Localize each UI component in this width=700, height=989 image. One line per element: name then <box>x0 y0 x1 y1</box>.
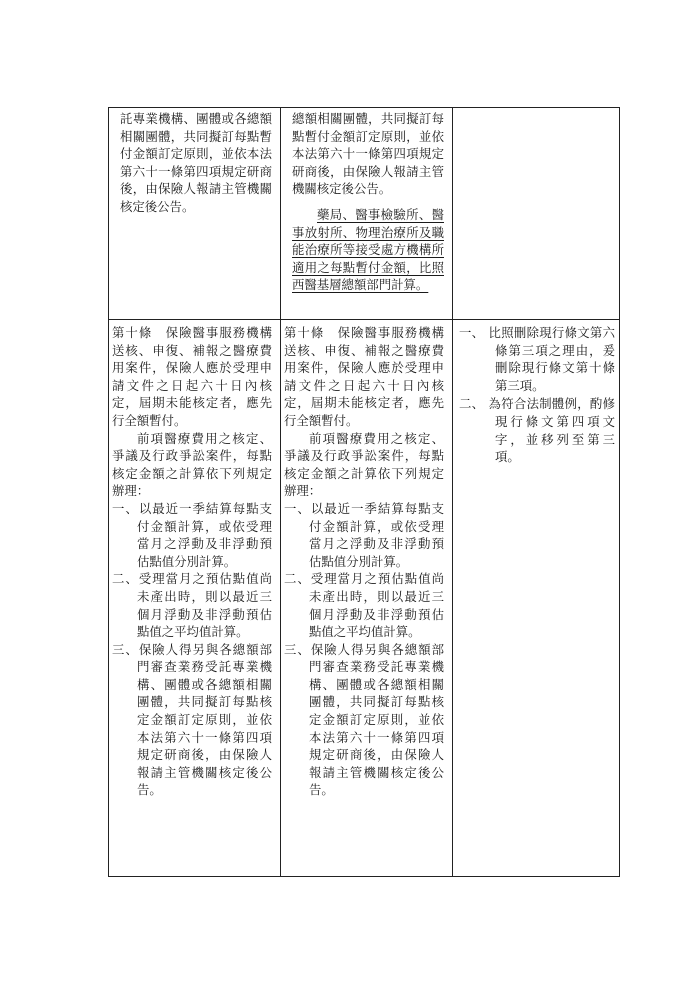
explanation-item2: 二、 為符合法制體例，酌修現行條文第四項文字，並移列至第三項。 <box>459 396 615 465</box>
column-divider <box>280 108 281 876</box>
top-row-added-text: 藥局、醫事檢驗所、醫事放射所、物理治療所及職能治療所等接受處方機構所適用之每點暫付金額，比照西醫基層總額部門計算。 <box>292 206 444 293</box>
article10-current-item1: 一、以最近一季結算每點支付金額計算，或依受理當月之浮動及非浮動預估點值分別計算。 <box>284 500 444 569</box>
explanation-item1: 一、 比照刪除現行條文第六條第三項之理由，爰刪除現行條文第十條第三項。 <box>459 325 615 393</box>
article10-current-cell <box>284 324 444 799</box>
top-row-revised-cell <box>120 110 272 216</box>
article10-revised-item1: 一、以最近一季結算每點支付金額計算，或依受理當月之浮動及非浮動預估點值分別計算。 <box>112 500 272 569</box>
article10-revised-cell <box>112 324 272 799</box>
article10-current-heading: 第十條 保險醫事服務機構送核、申復、補報之醫療費用案件，保險人應於受理申請文件之日起六十日內核定，屆期未能核定者，應先行全額暫付。 <box>284 325 444 428</box>
row-divider <box>109 319 619 320</box>
article10-revised-item3: 三、保險人得另與各總額部門審查業務受託專業機構、團體或各總額相關團體，共同擬訂每點核定金額訂定原則，並依本法第六十一條第四項規定研商後，由保險人報請主管機關核定後公告。 <box>112 641 272 798</box>
article10-revised-heading: 第十條 保險醫事服務機構送核、申復、補報之醫療費用案件，保險人應於受理申請文件之日起六十日內核定，屆期未能核定者，應先行全額暫付。 <box>112 325 272 428</box>
article10-explanation-cell <box>459 324 615 467</box>
article10-revised-para2: 前項醫療費用之核定、爭議及行政爭訟案件，每點核定金額之計算依下列規定辦理： <box>112 430 272 499</box>
top-row-current-cell <box>292 110 444 294</box>
top-row-revised-text: 託專業機構、團體或各總額相關團體，共同擬訂每點暫付金額訂定原則，並依本法第六十一條第四項規定研商後，由保險人報請主管機關核定後公告。 <box>120 111 272 214</box>
article10-current-item3: 三、保險人得另與各總額部門審查業務受託專業機構、團體或各總額相關團體，共同擬訂每點核定金額訂定原則，並依本法第六十一條第四項規定研商後，由保險人報請主管機關核定後公告。 <box>284 641 444 798</box>
article10-current-para2: 前項醫療費用之核定、爭議及行政爭訟案件，每點核定金額之計算依下列規定辦理： <box>284 430 444 499</box>
article10-current-item2: 二、受理當月之預估點值尚未產出時，則以最近三個月浮動及非浮動預估點值之平均值計算。 <box>284 571 444 640</box>
article10-revised-item2: 二、受理當月之預估點值尚未產出時，則以最近三個月浮動及非浮動預估點值之平均值計算。 <box>112 571 272 640</box>
column-divider <box>452 108 453 876</box>
comparison-table <box>108 107 620 877</box>
top-row-current-text: 總額相關團體，共同擬訂每點暫付金額訂定原則，並依本法第六十一條第四項規定研商後，由保險人報請主管機關核定後公告。 <box>292 111 444 197</box>
